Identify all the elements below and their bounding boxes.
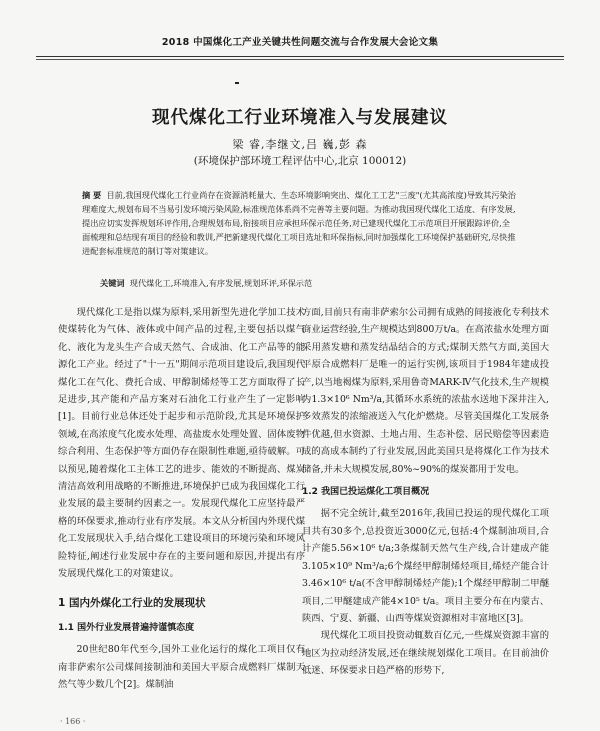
section-heading-1: 1 国内外煤化工行业的发展现状 (58, 596, 206, 609)
intro-paragraph: 现代煤化工是指以煤为原料,采用新型先进化学加工技术使煤转化为气体、液体或中间产品的过程,主要包括以煤气化、液化为龙头生产合成天然气、合成油、化工产品等的能源化工产业。经过了"十一五"期间示范项目建设后,我国现代煤化工在气化、费托合成、甲醇制烯烃等工艺方面取得了长足进步,其产能和产品方案对石油化工行业产生了一定影响[1]。目前行业总体还处于起步和示范阶段,尤其是环境保护领域,在高浓度气化废水处理、高盐废水处理处置、固体废物综合利用、生态保护等方面仍存在限制性难题,亟待破解。可以预见,随着煤化工主体工艺的进步、能效的不断提高、煤炭清洁高效利用战略的不断推进,环境保护已成为我国煤化工行业发展的最主要制约因素之一。发展现代煤化工应坚持最严格的环保要求,推动行业有序发展。本文从分析国内外现代煤化工发展现状入手,结合煤化工建设项目的环境污染和环境风险特征,阐述行业发展中存在的主要问题和原因,并提出有序发展现代煤化工的对策建议。 (58, 307, 305, 580)
paper-affiliation: (环境保护部环境工程评估中心,北京 100012) (193, 155, 407, 167)
paragraph: 据不完全统计,截至2016年,我国已投运的现代煤化工项目共有30多个,总投资近3000亿元,包括:4个煤制油项目,合计产能5.56×10⁶ t/a;3条煤制天然气生产线,合计建成产能3.105×10⁹ Nm³/a;6个煤经甲醇制烯烃项目,烯烃产能合计3.46×10⁶ t/a(不含甲醇制烯烃产能);1个煤经甲醇制二甲醚项目,二甲醚建成产能4×10⁵ t/a。项目主要分布在内蒙古、陕西、宁夏、新疆、山西等煤炭资源相对丰富地区[3]。 (302, 508, 549, 624)
running-header: 2018 中国煤化工产业关键共性问题交流与合作发展大会论文集 (161, 37, 439, 48)
abstract-label: 摘 要 (82, 190, 102, 200)
paragraph: 现代煤化工项目投资动辄数百亿元,一些煤炭资源丰富的地区为拉动经济发展,还在继续规划煤化工项目。在目前油价低迷、环保要求日趋严格的形势下, (302, 630, 549, 677)
paragraph: 20世纪80年代至今,国外工业化运行的煤化工项目仅有南非萨索尔公司煤间接制油和美国大平原合成燃料厂煤制天然气等少数几个[2]。煤制油 (58, 644, 305, 691)
left-column (58, 304, 305, 694)
decorative-dot (235, 82, 239, 84)
keywords-label: 关键词 (100, 278, 125, 288)
keywords (100, 278, 516, 289)
paper-title: 现代煤化工行业环境准入与发展建议 (152, 108, 448, 128)
header-rule-thick (36, 56, 564, 57)
paper-authors: 梁 睿,李继文,吕 巍,彭 森 (232, 138, 368, 151)
abstract-text: 目前,我国现代煤化工行业尚存在资源消耗量大、生态环境影响突出、煤化工工艺"三废"(尤其高浓度)导致其污染治理难度大,规划布局不当易引发环境污染风险,标准规范体系尚不完善等主要问题。为推动我国现代煤化工适度、有序发展,提出应切实发挥规划环评作用,合理规划布局,衔接项目应承担环保示范任务,对已建现代煤化工示范项目开展跟踪评价,全面梳理和总结现有项目的经验和教训,严把新建现代煤化工项目选址和环保指标,同时加强煤化工环境保护基础研究,尽快推进配套标准规范的制订等对策建议。 (82, 190, 516, 256)
section-heading-1-2: 1.2 我国已投运煤化工项目概况 (302, 487, 430, 498)
paragraph: 方面,目前只有南非萨索尔公司拥有成熟的间接液化专利技术商业运营经验,生产规模达到800万t/a。在高浓盐水处理方面采用蒸发塘和蒸发结晶结合的方式;煤制天然气方面,美国大平原合成燃料厂是唯一的运行实例,该项目于1984年建成投产,以当地褐煤为原料,采用鲁奇MARK-Ⅳ气化技术,生产规模为1.3×10⁶ Nm³/a,其循环水系统的浓盐水送地下深井注入,多效蒸发的浓缩液送入气化炉燃烧。尽管美国煤化工发展条件优越,但水资源、土地占用、生态补偿、居民赔偿等因素造成的高成本制约了行业发展,因此美国只是将煤化工作为技术储备,并未大规模发展,80%~90%的煤炭都用于发电。 (302, 307, 549, 475)
header-rule-thin (36, 59, 564, 60)
section-heading-1-1: 1.1 国外行业发展普遍持谨慎态度 (58, 622, 195, 633)
abstract (82, 188, 516, 258)
page-number: · 166 · (60, 717, 86, 726)
keywords-text: 现代煤化工,环境准入,有序发展,规划环评,环保示范 (129, 278, 313, 288)
right-column (302, 304, 549, 680)
